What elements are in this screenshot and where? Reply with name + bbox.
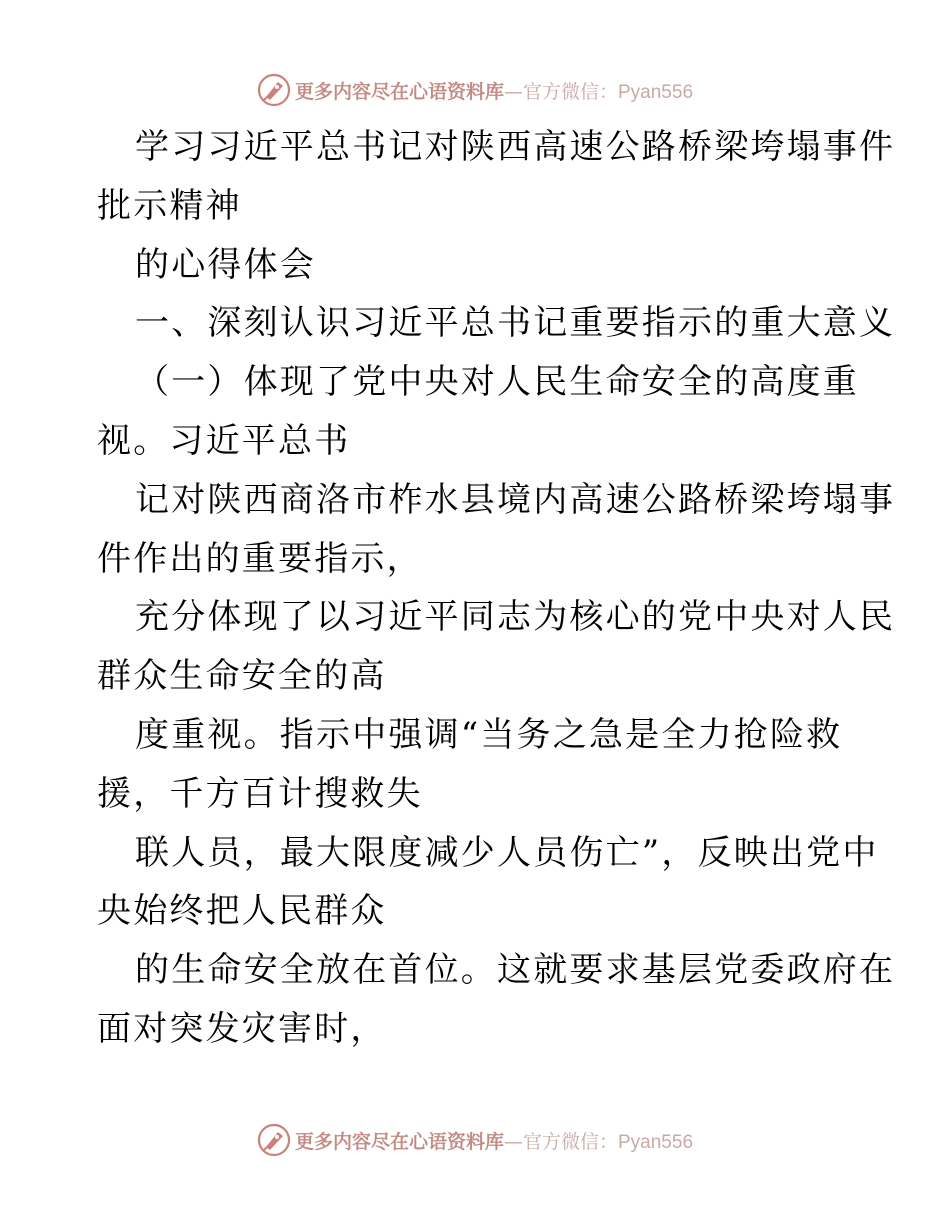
footer-watermark — [0, 1120, 950, 1160]
paragraph-line: 面对突发灾害时， — [97, 1008, 387, 1049]
watermark-separator: — — [503, 1130, 523, 1153]
paragraph-line: 记对陕西商洛市柞水县境内高速公路桥梁垮塌事 — [135, 479, 896, 520]
paragraph-line: 度重视。指示中强调“当务之急是全力抢险救 — [135, 714, 843, 755]
pen-nib-logo-icon — [257, 73, 291, 107]
watermark-contact-id: Pyan556 — [618, 81, 694, 103]
paragraph-line: 视。习近平总书 — [97, 420, 351, 461]
watermark-separator: — — [503, 80, 523, 103]
paragraph-line: 学习习近平总书记对陕西高速公路桥梁垮塌事件 — [135, 127, 896, 167]
header-watermark — [0, 70, 950, 110]
watermark-text — [295, 1127, 693, 1154]
watermark-contact-label: 官方微信： — [522, 1130, 618, 1153]
paragraph-line: 群众生命安全的高 — [97, 656, 387, 697]
watermark-contact-id: Pyan556 — [618, 1131, 694, 1153]
pen-nib-logo-icon — [257, 1123, 291, 1157]
paragraph-line: 央始终把人民群众 — [97, 891, 387, 932]
paragraph-line: 的生命安全放在首位。这就要求基层党委政府在 — [135, 950, 896, 991]
paragraph-line: 的心得体会 — [135, 244, 316, 285]
paragraph-line: 联人员，最大限度减少人员伤亡”，反映出党中 — [135, 832, 879, 873]
paragraph-line: 件作出的重要指示， — [97, 538, 423, 579]
paragraph-line: 援，千方百计搜救失 — [97, 773, 423, 814]
paragraph-line: （一）体现了党中央对人民生命安全的高度重 — [135, 362, 859, 403]
document-body — [97, 118, 896, 1059]
watermark-contact-label: 官方微信： — [522, 80, 618, 103]
watermark-text — [295, 77, 693, 104]
watermark-brand: 更多内容尽在心语资料库 — [294, 80, 504, 103]
paragraph-line: 批示精神 — [97, 185, 242, 226]
paragraph-line: 充分体现了以习近平同志为核心的党中央对人民 — [135, 597, 896, 638]
paragraph-line: 一、深刻认识习近平总书记重要指示的重大意义 — [135, 303, 896, 344]
watermark-brand: 更多内容尽在心语资料库 — [294, 1130, 504, 1153]
